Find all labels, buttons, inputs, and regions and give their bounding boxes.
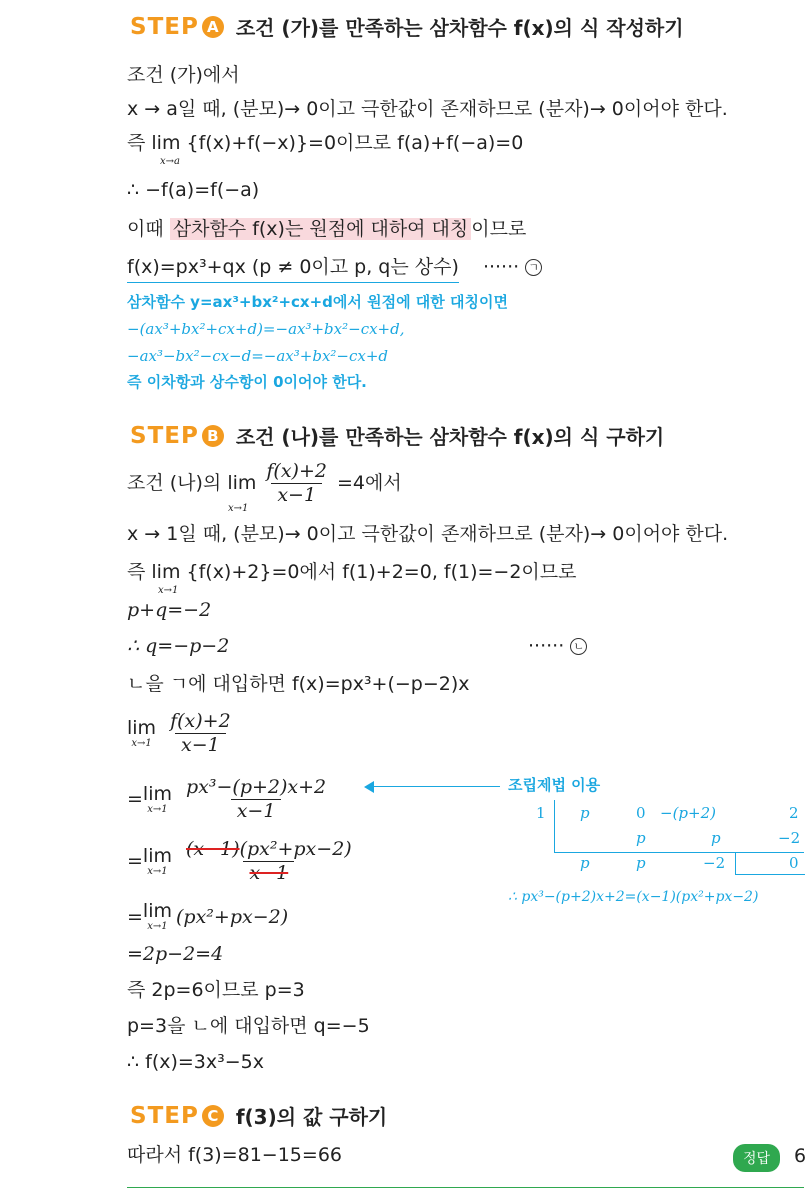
synthetic-label: 조립제법 이용 — [508, 776, 601, 794]
q-expression: ∴ q=−p−2 — [127, 635, 230, 657]
symmetry-line — [127, 220, 526, 239]
step-c-line: 따라서 f(3)=81−15=66 — [127, 1144, 342, 1166]
cond-b-suffix: =4에서 — [336, 472, 402, 494]
step-a-lim-sub: x→a — [160, 156, 180, 167]
lim-4: lim x→1 — [142, 900, 172, 932]
note-line-1: 삼차함수 y=ax³+bx²+cx+d에서 원점에 대한 대칭이면 — [127, 293, 508, 311]
synthetic-arrowhead — [364, 781, 374, 793]
tag-b — [528, 637, 587, 656]
eq1-den: x−1 — [231, 799, 282, 821]
after-line-3: p=3을 ㄴ에 대입하면 q=−5 — [127, 1015, 370, 1037]
syn-r2-c1: p — [636, 829, 646, 847]
step-a-line-4: ∴ −f(a)=f(−a) — [127, 179, 260, 201]
step-b-line-4 — [127, 637, 229, 656]
step-b-title: 조건 (나)를 만족하는 삼차함수 f(x)의 식 구하기 — [235, 425, 665, 449]
step-a-title: 조건 (가)를 만족하는 삼차함수 f(x)의 식 작성하기 — [235, 16, 684, 40]
synthetic-conclusion: ∴ px³−(p+2)x+2=(x−1)(px²+px−2) — [508, 889, 759, 905]
syn-r3-c3: −2 — [703, 854, 726, 872]
step-a-line-2: x → a일 때, (분모)→ 0이고 극한값이 존재하므로 (분자)→ 0이어야 한다. — [127, 98, 728, 120]
after-line-4: ∴ f(x)=3x³−5x — [127, 1051, 265, 1073]
syn-r2-c3: −2 — [778, 829, 801, 847]
formula-a: f(x)=px³+qx (p ≠ 0이고 p, q는 상수) — [127, 256, 459, 283]
cond-b-num: f(x)+2 — [266, 460, 327, 482]
eq1-num: px³−(p+2)x+2 — [186, 776, 327, 798]
step-b-badge: B — [202, 425, 224, 447]
symmetry-post: 이므로 — [471, 218, 527, 240]
step-a-line-1: 조건 (가)에서 — [127, 64, 240, 86]
syn-r1-c2: 0 — [636, 804, 646, 822]
syn-r3-c4: 0 — [789, 854, 799, 872]
synthetic-vline — [554, 800, 555, 852]
cond-b-line — [127, 462, 402, 505]
step-c-badge: C — [202, 1105, 224, 1127]
syn-r3-c2: p — [636, 854, 646, 872]
bottom-rule — [127, 1187, 804, 1188]
tag-label-a: ㄱ — [525, 259, 542, 276]
syn-r1-c4: 2 — [789, 804, 799, 822]
tag-label-b: ㄴ — [570, 638, 587, 655]
cond-b-lim-sub: x→1 — [228, 503, 249, 514]
after-line-1: =2p−2=4 — [127, 943, 224, 965]
synthetic-root: 1 — [536, 804, 546, 822]
limit-fraction — [164, 712, 237, 755]
lim-2: lim x→1 — [142, 782, 172, 815]
syn-r1-c3: −(p+2) — [660, 804, 716, 822]
eq3: = lim x→1 (px²+px−2) — [127, 900, 289, 932]
tag-b-dots: ······ — [528, 635, 565, 657]
eq1-fraction — [180, 778, 332, 821]
eq3-expr: (px²+px−2) — [176, 905, 289, 928]
answer-badge: 정답 — [733, 1144, 780, 1172]
step-b-line-2: 즉 lim {f(x)+2}=0에서 f(1)+2=0, f(1)=−2이므로 — [127, 561, 577, 583]
after-line-2: 즉 2p=6이므로 p=3 — [127, 979, 305, 1001]
note-line-2: −(ax³+bx²+cx+d)=−ax³+bx²−cx+d, — [127, 320, 405, 338]
eq2-den: x−1 — [243, 861, 294, 883]
cond-b-prefix: 조건 (나)의 lim — [127, 472, 257, 494]
step-b-line-3: p+q=−2 — [127, 599, 212, 621]
syn-r2-c2: p — [711, 829, 721, 847]
eq2: = lim x→1 $\frac{\text{(x−1)(px²+px−2)}}{x-1}$ — [127, 840, 362, 883]
step-b-line-5: ㄴ을 ㄱ에 대입하면 f(x)=px³+(−p−2)x — [127, 673, 470, 695]
symmetry-highlight: 삼차함수 f(x)는 원점에 대하여 대칭 — [170, 218, 472, 240]
syn-r1-c1: p — [580, 804, 590, 822]
step-c-title: f(3)의 값 구하기 — [235, 1105, 388, 1129]
note-line-4: 즉 이차항과 상수항이 0이어야 한다. — [127, 373, 367, 391]
step-b-lim-sub-2: x→1 — [158, 585, 179, 596]
step-a-line-3 — [127, 134, 523, 153]
note-line-3: −ax³−bx²−cx−d=−ax³+bx²−cx+d — [127, 347, 389, 365]
lim-3: lim x→1 — [142, 844, 172, 877]
syn-r3-c1: p — [580, 854, 590, 872]
cond-b-fraction — [260, 462, 333, 505]
step-label: STEP — [130, 422, 199, 449]
eq2-num: (x−1)(px²+px−2) — [186, 838, 352, 860]
step-label: STEP — [130, 1102, 199, 1129]
cond-b-den: x−1 — [271, 483, 322, 505]
step-c-heading — [130, 1101, 387, 1130]
formula-tag-dots: ······ — [482, 256, 520, 278]
limit-num: f(x)+2 — [170, 710, 231, 732]
step-a-badge: A — [202, 16, 224, 38]
limit-den: x−1 — [175, 733, 226, 755]
step-a-lim-text: 즉 lim {f(x)+f(−x)}=0이므로 f(a)+f(−a)=0 — [127, 132, 524, 154]
step-label: STEP — [130, 13, 199, 40]
eq1: = lim x→1 $\frac{\text{px³−(p+2)x+2}}{x-1}$ — [127, 778, 336, 821]
symmetry-pre: 이때 — [127, 218, 170, 240]
step-a-heading — [130, 12, 684, 41]
answer-value: 6 — [794, 1145, 806, 1167]
eq2-fraction — [180, 840, 358, 883]
step-b-heading — [130, 421, 664, 450]
lim-1: lim x→1 — [127, 716, 157, 749]
step-b-line-1: x → 1일 때, (분모)→ 0이고 극한값이 존재하므로 (분자)→ 0이어야 한다. — [127, 523, 729, 545]
limit-expr — [127, 712, 241, 755]
formula-line — [127, 258, 542, 277]
synthetic-arrow — [372, 786, 500, 787]
